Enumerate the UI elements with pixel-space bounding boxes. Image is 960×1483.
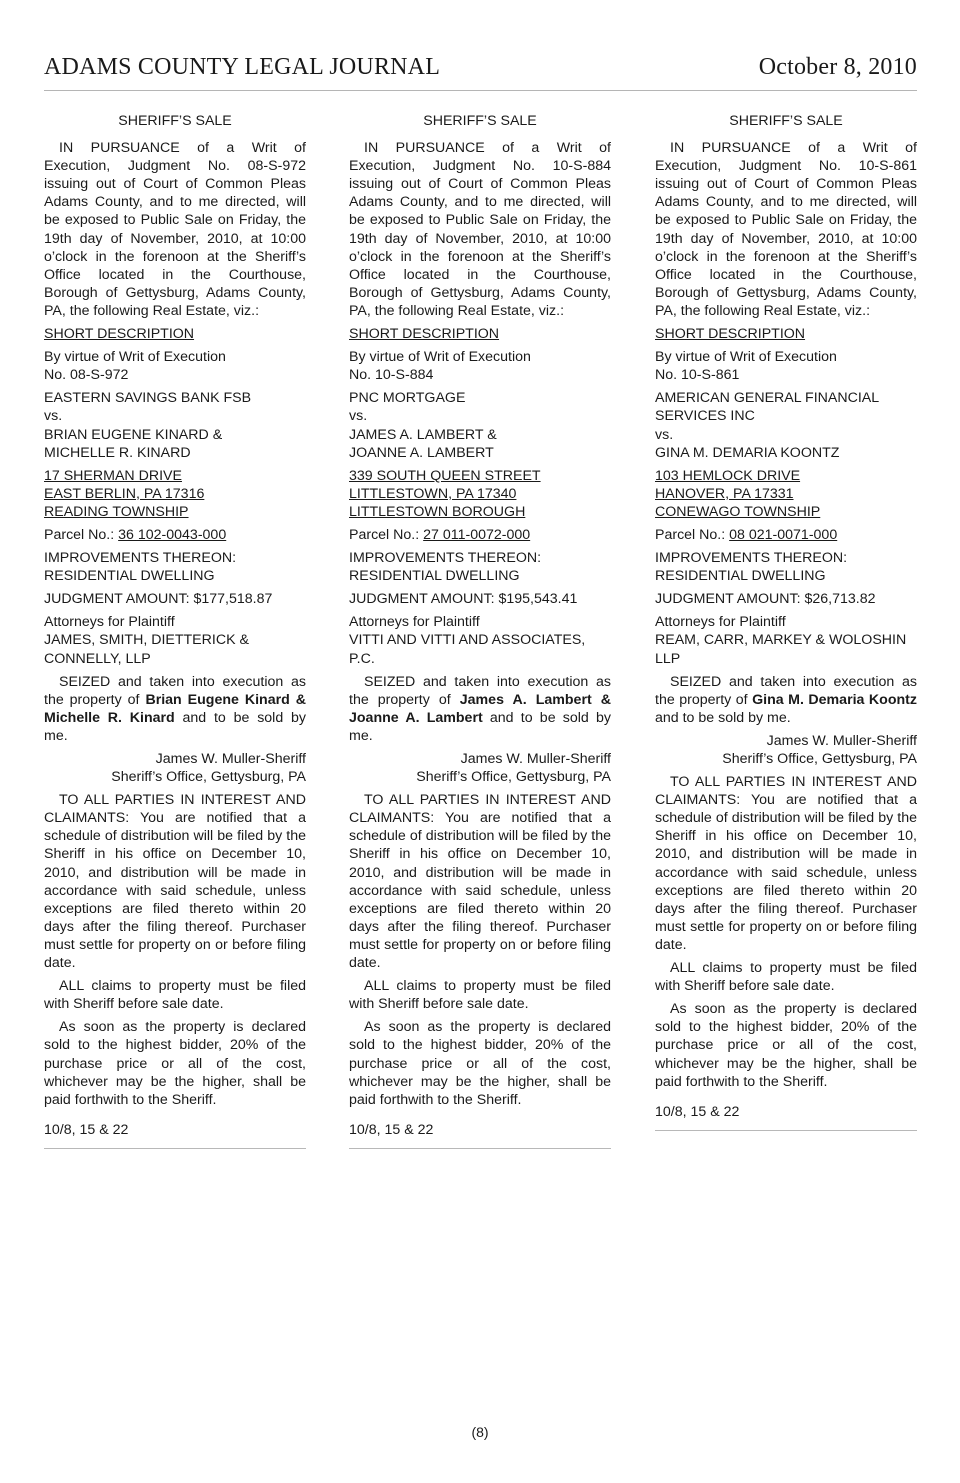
attorneys-label: Attorneys for Plaintiff <box>44 614 175 631</box>
notice-intro: IN PURSUANCE of a Writ of Execution, Judgment No. 08-S-972 issuing out of Court of Common Pleas Adams County, and to me directed, will be exposed to Public Sale on Friday, the 19th day of November, 2010, at 10:00 o’clock in the forenoon at the Sheriff’s Office located in the Courthouse, Borough of Gettysburg, Adams County, PA, the following Real Estate, viz.: <box>44 140 306 319</box>
seized-text: SEIZED and taken into execution as the property of <box>349 673 611 708</box>
parcel-number: 27 011-0072-000 <box>423 526 531 543</box>
plaintiff-name: SERVICES INC <box>655 408 755 425</box>
versus: vs. <box>44 408 63 425</box>
defendant-name: GINA M. DEMARIA KOONTZ <box>655 444 840 461</box>
sheriff-name: James W. Muller-Sheriff <box>460 751 611 767</box>
property-address <box>655 467 917 521</box>
parcel-label: Parcel No.: <box>44 526 115 543</box>
defendant-name: BRIAN EUGENE KINARD & <box>44 426 223 443</box>
sheriff-name: James W. Muller-Sheriff <box>155 751 306 767</box>
short-description-heading: SHORT DESCRIPTION <box>655 326 806 343</box>
sheriff-office: Sheriff’s Office, Gettysburg, PA <box>416 769 611 786</box>
attorneys-label: Attorneys for Plaintiff <box>655 614 786 631</box>
address-street: 103 HEMLOCK DRIVE <box>655 467 801 484</box>
address-city: LITTLESTOWN, PA 17340 <box>349 485 517 502</box>
address-municipality: LITTLESTOWN BOROUGH <box>349 503 526 520</box>
improvements <box>44 549 306 585</box>
parcel-label: Parcel No.: <box>655 526 726 543</box>
attorneys-block <box>655 613 917 667</box>
parties-block <box>44 389 306 461</box>
divider <box>44 1148 306 1149</box>
journal-header <box>44 50 917 91</box>
writ-block <box>349 348 611 384</box>
improvements-label: IMPROVEMENTS THEREON: <box>655 550 848 567</box>
improvements-label: IMPROVEMENTS THEREON: <box>349 550 542 567</box>
plaintiff-name: PNC MORTGAGE <box>349 390 466 407</box>
versus: vs. <box>349 408 368 425</box>
attorneys-block <box>349 613 611 667</box>
seized-owner: Brian Eugene Kinard & Michelle R. Kinard <box>44 691 306 726</box>
improvements <box>655 549 917 585</box>
improvements <box>349 549 611 585</box>
defendant-name: JAMES A. LAMBERT & <box>349 426 497 443</box>
sheriff-office: Sheriff’s Office, Gettysburg, PA <box>111 769 306 786</box>
notice-intro: IN PURSUANCE of a Writ of Execution, Judgment No. 10-S-884 issuing out of Court of Common Pleas Adams County, and to me directed, will be exposed to Public Sale on Friday, the 19th day of November, 2010, at 10:00 o’clock in the forenoon at the Sheriff’s Office located in the Courthouse, Borough of Gettysburg, Adams County, PA, the following Real Estate, viz.: <box>349 140 611 319</box>
improvements-type: RESIDENTIAL DWELLING <box>349 568 520 585</box>
attorneys-name: REAM, CARR, MARKEY & WOLOSHIN LLP <box>655 632 907 667</box>
notice-title: SHERIFF’S SALE <box>118 113 232 129</box>
address-city: EAST BERLIN, PA 17316 <box>44 485 205 502</box>
plaintiff-name: AMERICAN GENERAL FINANCIAL <box>655 390 880 407</box>
parcel-line <box>349 526 611 544</box>
improvements-label: IMPROVEMENTS THEREON: <box>44 550 237 567</box>
short-description-heading: SHORT DESCRIPTION <box>349 326 500 343</box>
address-street: 339 SOUTH QUEEN STREET <box>349 467 541 484</box>
property-address <box>44 467 306 521</box>
distribution-notice: TO ALL PARTIES IN INTEREST AND CLAIMANTS: You are notified that a schedule of distribution will be filed by the Sheriff in his office on December 10, 2010, and distribution will be made in accordance with said schedule, unless exceptions are filed thereto within 20 days after the filing thereof. Purchaser must settle for property on or before filing date. <box>655 774 917 953</box>
writ-number: No. 08-S-972 <box>44 367 129 384</box>
address-municipality: CONEWAGO TOWNSHIP <box>655 503 821 520</box>
seized-text-end: and to be sold by me. <box>349 709 611 744</box>
attorneys-name: JAMES, SMITH, DIETTERICK & CONNELLY, LLP <box>44 632 249 667</box>
sheriff-office: Sheriff’s Office, Gettysburg, PA <box>722 751 917 767</box>
divider <box>655 1130 917 1131</box>
writ-line: By virtue of Writ of Execution <box>349 349 531 366</box>
seized-statement <box>655 673 917 727</box>
writ-block <box>44 348 306 384</box>
payment-notice: As soon as the property is declared sold to the highest bidder, 20% of the purchase price or all of the cost, whichever may be the higher, shall be paid forthwith to the Sheriff. <box>44 1019 306 1108</box>
seized-text: SEIZED and taken into execution as the property of <box>44 673 306 708</box>
notice-title: SHERIFF’S SALE <box>729 113 843 129</box>
publication-dates: 10/8, 15 & 22 <box>655 1103 740 1120</box>
property-address <box>349 467 611 521</box>
parcel-number: 08 021-0071-000 <box>729 526 838 543</box>
payment-notice: As soon as the property is declared sold to the highest bidder, 20% of the purchase price or all of the cost, whichever may be the higher, shall be paid forthwith to the Sheriff. <box>349 1019 611 1108</box>
defendant-name: JOANNE A. LAMBERT <box>349 444 494 461</box>
distribution-notice: TO ALL PARTIES IN INTEREST AND CLAIMANTS: You are notified that a schedule of distribution will be filed by the Sheriff in his office on December 10, 2010, and distribution will be made in accordance with said schedule, unless exceptions are filed thereto within 20 days after the filing thereof. Purchaser must settle for property on or before filing date. <box>44 792 306 972</box>
seized-owner: Gina M. Demaria Koontz <box>752 691 917 708</box>
publication-dates: 10/8, 15 & 22 <box>349 1121 434 1138</box>
parcel-number: 36 102-0043-000 <box>118 526 227 543</box>
attorneys-name: VITTI AND VITTI AND ASSOCIATES, P.C. <box>349 632 586 667</box>
writ-line: By virtue of Writ of Execution <box>44 349 226 366</box>
address-city: HANOVER, PA 17331 <box>655 485 794 502</box>
short-description-heading: SHORT DESCRIPTION <box>44 326 195 343</box>
seized-statement <box>44 673 306 745</box>
claims-notice: ALL claims to property must be filed with Sheriff before sale date. <box>44 978 306 1013</box>
claims-notice: ALL claims to property must be filed with Sheriff before sale date. <box>655 960 917 995</box>
address-municipality: READING TOWNSHIP <box>44 503 189 520</box>
parcel-line <box>44 526 306 544</box>
parcel-label: Parcel No.: <box>349 526 420 543</box>
attorneys-label: Attorneys for Plaintiff <box>349 614 480 631</box>
divider <box>349 1148 611 1149</box>
notice-title: SHERIFF’S SALE <box>423 113 537 129</box>
address-street: 17 SHERMAN DRIVE <box>44 467 182 484</box>
journal-title: ADAMS COUNTY LEGAL JOURNAL <box>44 54 441 80</box>
distribution-notice: TO ALL PARTIES IN INTEREST AND CLAIMANTS: You are notified that a schedule of distribution will be filed by the Sheriff in his office on December 10, 2010, and distribution will be made in accordance with said schedule, unless exceptions are filed thereto within 20 days after the filing thereof. Purchaser must settle for property on or before filing date. <box>349 792 611 972</box>
writ-line: By virtue of Writ of Execution <box>655 349 837 366</box>
versus: vs. <box>655 426 674 443</box>
sheriff-sale-notice <box>655 112 917 1131</box>
parties-block <box>655 389 917 461</box>
sheriff-sale-notice <box>349 112 611 1149</box>
defendant-name: MICHELLE R. KINARD <box>44 444 191 461</box>
attorneys-block <box>44 613 306 667</box>
seized-owner: James A. Lambert & Joanne A. Lambert <box>349 691 611 726</box>
improvements-type: RESIDENTIAL DWELLING <box>44 568 215 585</box>
seized-text-end: and to be sold by me. <box>655 709 791 726</box>
seized-text: SEIZED and taken into execution as the property of <box>655 673 917 708</box>
seized-statement <box>349 673 611 745</box>
publication-dates: 10/8, 15 & 22 <box>44 1121 129 1138</box>
payment-notice: As soon as the property is declared sold to the highest bidder, 20% of the purchase price or all of the cost, whichever may be the higher, shall be paid forthwith to the Sheriff. <box>655 1001 917 1090</box>
page-number: (8) <box>471 1424 489 1440</box>
judgment-amount: JUDGMENT AMOUNT: $26,713.82 <box>655 591 876 608</box>
judgment-amount: JUDGMENT AMOUNT: $195,543.41 <box>349 591 578 608</box>
writ-block <box>655 348 917 384</box>
notice-intro: IN PURSUANCE of a Writ of Execution, Judgment No. 10-S-861 issuing out of Court of Common Pleas Adams County, and to me directed, will be exposed to Public Sale on Friday, the 19th day of November, 2010, at 10:00 o’clock in the forenoon at the Sheriff’s Office located in the Courthouse, Borough of Gettysburg, Adams County, PA, the following Real Estate, viz.: <box>655 140 917 319</box>
improvements-type: RESIDENTIAL DWELLING <box>655 568 826 585</box>
parcel-line <box>655 526 917 544</box>
judgment-amount: JUDGMENT AMOUNT: $177,518.87 <box>44 591 273 608</box>
parties-block <box>349 389 611 461</box>
plaintiff-name: EASTERN SAVINGS BANK FSB <box>44 390 252 407</box>
claims-notice: ALL claims to property must be filed with Sheriff before sale date. <box>349 978 611 1013</box>
signature <box>655 732 917 768</box>
writ-number: No. 10-S-861 <box>655 367 740 384</box>
sheriff-sale-notice <box>44 112 306 1149</box>
sheriff-name: James W. Muller-Sheriff <box>766 732 917 749</box>
issue-date: October 8, 2010 <box>758 54 917 80</box>
writ-number: No. 10-S-884 <box>349 367 434 384</box>
seized-text-end: and to be sold by me. <box>44 709 307 744</box>
signature <box>349 750 611 786</box>
signature <box>44 750 306 786</box>
